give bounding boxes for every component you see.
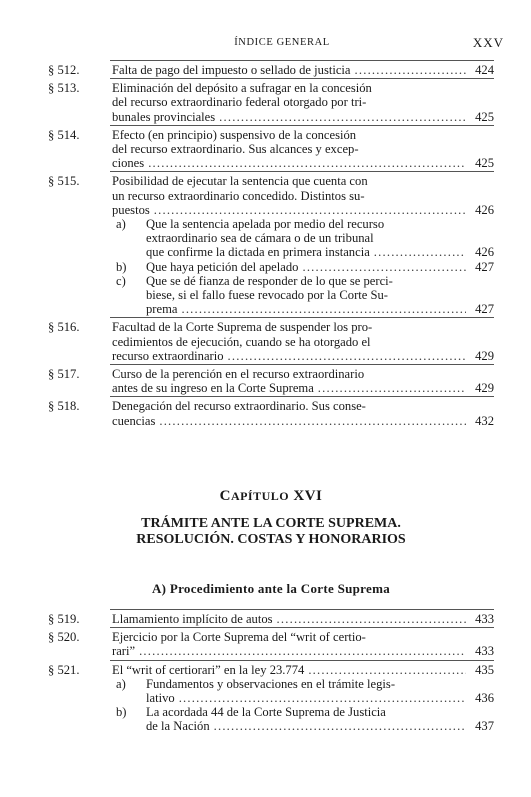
toc-page-number: 436 (475, 691, 494, 706)
toc-entry (48, 663, 494, 738)
toc-leader-line (146, 260, 494, 274)
toc-entry-text: rari” (112, 644, 136, 659)
toc-leader-line (146, 302, 494, 316)
toc-subentry-line: Que se dé fianza de responder de lo que se perci- (146, 273, 393, 288)
chapter-title (48, 516, 494, 548)
toc-leader-line (146, 691, 494, 705)
toc-list-bottom (48, 612, 494, 738)
toc-entry-line: Ejercicio por la Corte Suprema del “writ of certio- (112, 630, 366, 645)
toc-entry-text: antes de su ingreso en la Corte Suprema (112, 381, 314, 396)
section-number: § 513. (48, 81, 80, 96)
toc-entry-body (112, 174, 494, 316)
toc-leader-line (112, 644, 494, 658)
toc-subentry-line: La acordada 44 de la Corte Suprema de Justicia (146, 705, 386, 720)
toc-entry (48, 399, 494, 431)
toc-page-number: 435 (475, 662, 494, 677)
toc-entry (48, 320, 494, 367)
dot-leader (154, 203, 466, 217)
chapter-heading (48, 488, 494, 548)
toc-entry (48, 128, 494, 175)
dot-leader (219, 110, 466, 124)
toc-page-number: 426 (475, 202, 494, 217)
entry-rule (110, 171, 494, 172)
subentry-letter: b) (116, 259, 127, 274)
toc-entry-body (112, 128, 494, 171)
dot-leader (214, 719, 466, 733)
section-number: § 517. (48, 367, 80, 382)
chapter-label-initial: C (219, 488, 231, 504)
section-number: § 520. (48, 630, 80, 645)
toc-page-number: 425 (475, 156, 494, 171)
toc-entry-text: de la Nación (146, 719, 210, 734)
toc-entry-text: que confirme la dictada en primera instancia (146, 245, 370, 260)
toc-entry-text: prema (146, 302, 178, 317)
toc-entry-line: Posibilidad de ejecutar la sentencia que cuenta con (112, 174, 368, 189)
subentry-letter: a) (116, 676, 126, 691)
toc-subentry (112, 260, 494, 274)
dot-leader (277, 612, 466, 626)
section-number: § 514. (48, 127, 80, 142)
toc-list-top (48, 63, 494, 432)
dot-leader (139, 644, 466, 658)
entry-rule (110, 609, 494, 610)
dot-leader (148, 156, 466, 170)
entry-rule (110, 60, 494, 61)
entry-rule (110, 125, 494, 126)
toc-entry-line: Eliminación del depósito a sufragar en la concesión (112, 81, 372, 96)
subentry-letter: b) (116, 705, 127, 720)
toc-subentry-line: Fundamentos y observaciones en el trámite legis- (146, 676, 396, 691)
toc-entry-line: Denegación del recurso extraordinario. Sus conse- (112, 399, 366, 414)
toc-subentry-line: extraordinario sea de cámara o de un tribunal (146, 231, 374, 246)
toc-page-number: 433 (475, 644, 494, 659)
toc-leader-line (112, 349, 494, 363)
toc-entry-text: bunales provinciales (112, 109, 216, 124)
toc-entry-body (112, 399, 494, 427)
toc-entry (48, 367, 494, 399)
toc-entry (48, 630, 494, 662)
entry-rule (110, 660, 494, 661)
toc-entry-line: Curso de la perención en el recurso extraordinario (112, 367, 365, 382)
toc-leader-line (146, 719, 494, 733)
toc-subentry-line: biese, si el fallo fuese revocado por la Corte Su- (146, 288, 388, 303)
section-number: § 521. (48, 662, 80, 677)
toc-entry-text: puestos (112, 202, 150, 217)
toc-leader-line (112, 203, 494, 217)
entry-rule (110, 78, 494, 79)
toc-page-number: 437 (475, 719, 494, 734)
toc-entry-text: recurso extraordinario (112, 348, 224, 363)
toc-entry-body (112, 320, 494, 363)
section-number: § 515. (48, 174, 80, 189)
running-header (60, 35, 504, 51)
toc-entry-body (112, 663, 494, 734)
toc-entry (48, 174, 494, 320)
toc-page-number: 424 (475, 63, 494, 77)
toc-entry-body (112, 81, 494, 124)
section-number: § 518. (48, 399, 80, 414)
toc-subentry (112, 677, 494, 705)
toc-entry-text: Falta de pago del impuesto o sellado de justicia (112, 63, 351, 77)
toc-entry-body (112, 612, 494, 626)
dot-leader (179, 691, 466, 705)
toc-page-number: 432 (475, 413, 494, 428)
toc-leader-line (112, 63, 494, 77)
entry-rule (110, 396, 494, 397)
chapter-label (48, 488, 494, 505)
toc-entry-line: cedimientos de ejecución, cuando se ha otorgado el (112, 334, 371, 349)
toc-page-number: 429 (475, 381, 494, 396)
toc-entry-body (112, 630, 494, 658)
toc-page-number: 429 (475, 348, 494, 363)
section-heading: A) Procedimiento ante la Corte Suprema (151, 581, 391, 596)
toc-entry-text: lativo (146, 691, 175, 706)
toc-page-number: 427 (475, 302, 494, 317)
toc-entry-line: del recurso extraordinario. Sus alcances y excep- (112, 142, 359, 157)
chapter-number: XVI (293, 488, 323, 504)
toc-entry (48, 81, 494, 128)
toc-page-number: 427 (475, 259, 494, 274)
toc-entry-line: Efecto (en principio) suspensivo de la concesión (112, 127, 357, 142)
entry-rule (110, 317, 494, 318)
toc-page-number: 433 (475, 612, 494, 626)
header-page-number: XXV (472, 35, 504, 50)
toc-entry-line: un recurso extraordinario concedido. Distintos su- (112, 188, 365, 203)
toc-entry-line: Facultad de la Corte Suprema de suspender los pro- (112, 320, 373, 335)
toc-entry-text: Llamamiento implícito de autos (112, 612, 273, 626)
toc-leader-line (146, 245, 494, 259)
toc-leader-line (112, 110, 494, 124)
toc-entry-body (112, 367, 494, 395)
toc-entry-text: El “writ of certiorari” en la ley 23.774 (112, 662, 305, 677)
dot-leader (308, 663, 466, 677)
chapter-title-line-1: TRÁMITE ANTE LA CORTE SUPREMA. (141, 516, 401, 531)
toc-subentry (112, 274, 494, 317)
toc-entry-text: cuencias (112, 413, 156, 428)
dot-leader (181, 302, 466, 316)
toc-leader-line (112, 612, 494, 626)
chapter-label-rest: APÍTULO (230, 489, 290, 503)
toc-entry-line: del recurso extraordinario federal otorgado por tri- (112, 95, 367, 110)
toc-leader-line (112, 381, 494, 395)
dot-leader (355, 63, 466, 77)
toc-entry-body (112, 63, 494, 77)
toc-leader-line (112, 156, 494, 170)
dot-leader (318, 381, 466, 395)
toc-subentry (112, 217, 494, 260)
entry-rule (110, 627, 494, 628)
toc-leader-line (112, 663, 494, 677)
toc-page-number: 425 (475, 109, 494, 124)
dot-leader (159, 414, 466, 428)
subentry-letter: a) (116, 217, 126, 232)
toc-entry-text: ciones (112, 156, 145, 171)
toc-entry-text: Que haya petición del apelado (146, 259, 299, 274)
dot-leader (302, 260, 466, 274)
header-title: ÍNDICE GENERAL (234, 37, 330, 48)
section-number: § 519. (48, 612, 80, 626)
section-number: § 512. (48, 63, 80, 77)
toc-subentry-line: Que la sentencia apelada por medio del recurso (146, 217, 385, 232)
dot-leader (228, 349, 466, 363)
section-number: § 516. (48, 320, 80, 335)
toc-leader-line (112, 414, 494, 428)
entry-rule (110, 364, 494, 365)
toc-subentry (112, 705, 494, 733)
chapter-title-line-2: RESOLUCIÓN. COSTAS Y HONORARIOS (136, 532, 406, 547)
toc-page-number: 426 (475, 245, 494, 260)
subentry-letter: c) (116, 273, 126, 288)
dot-leader (374, 245, 466, 259)
